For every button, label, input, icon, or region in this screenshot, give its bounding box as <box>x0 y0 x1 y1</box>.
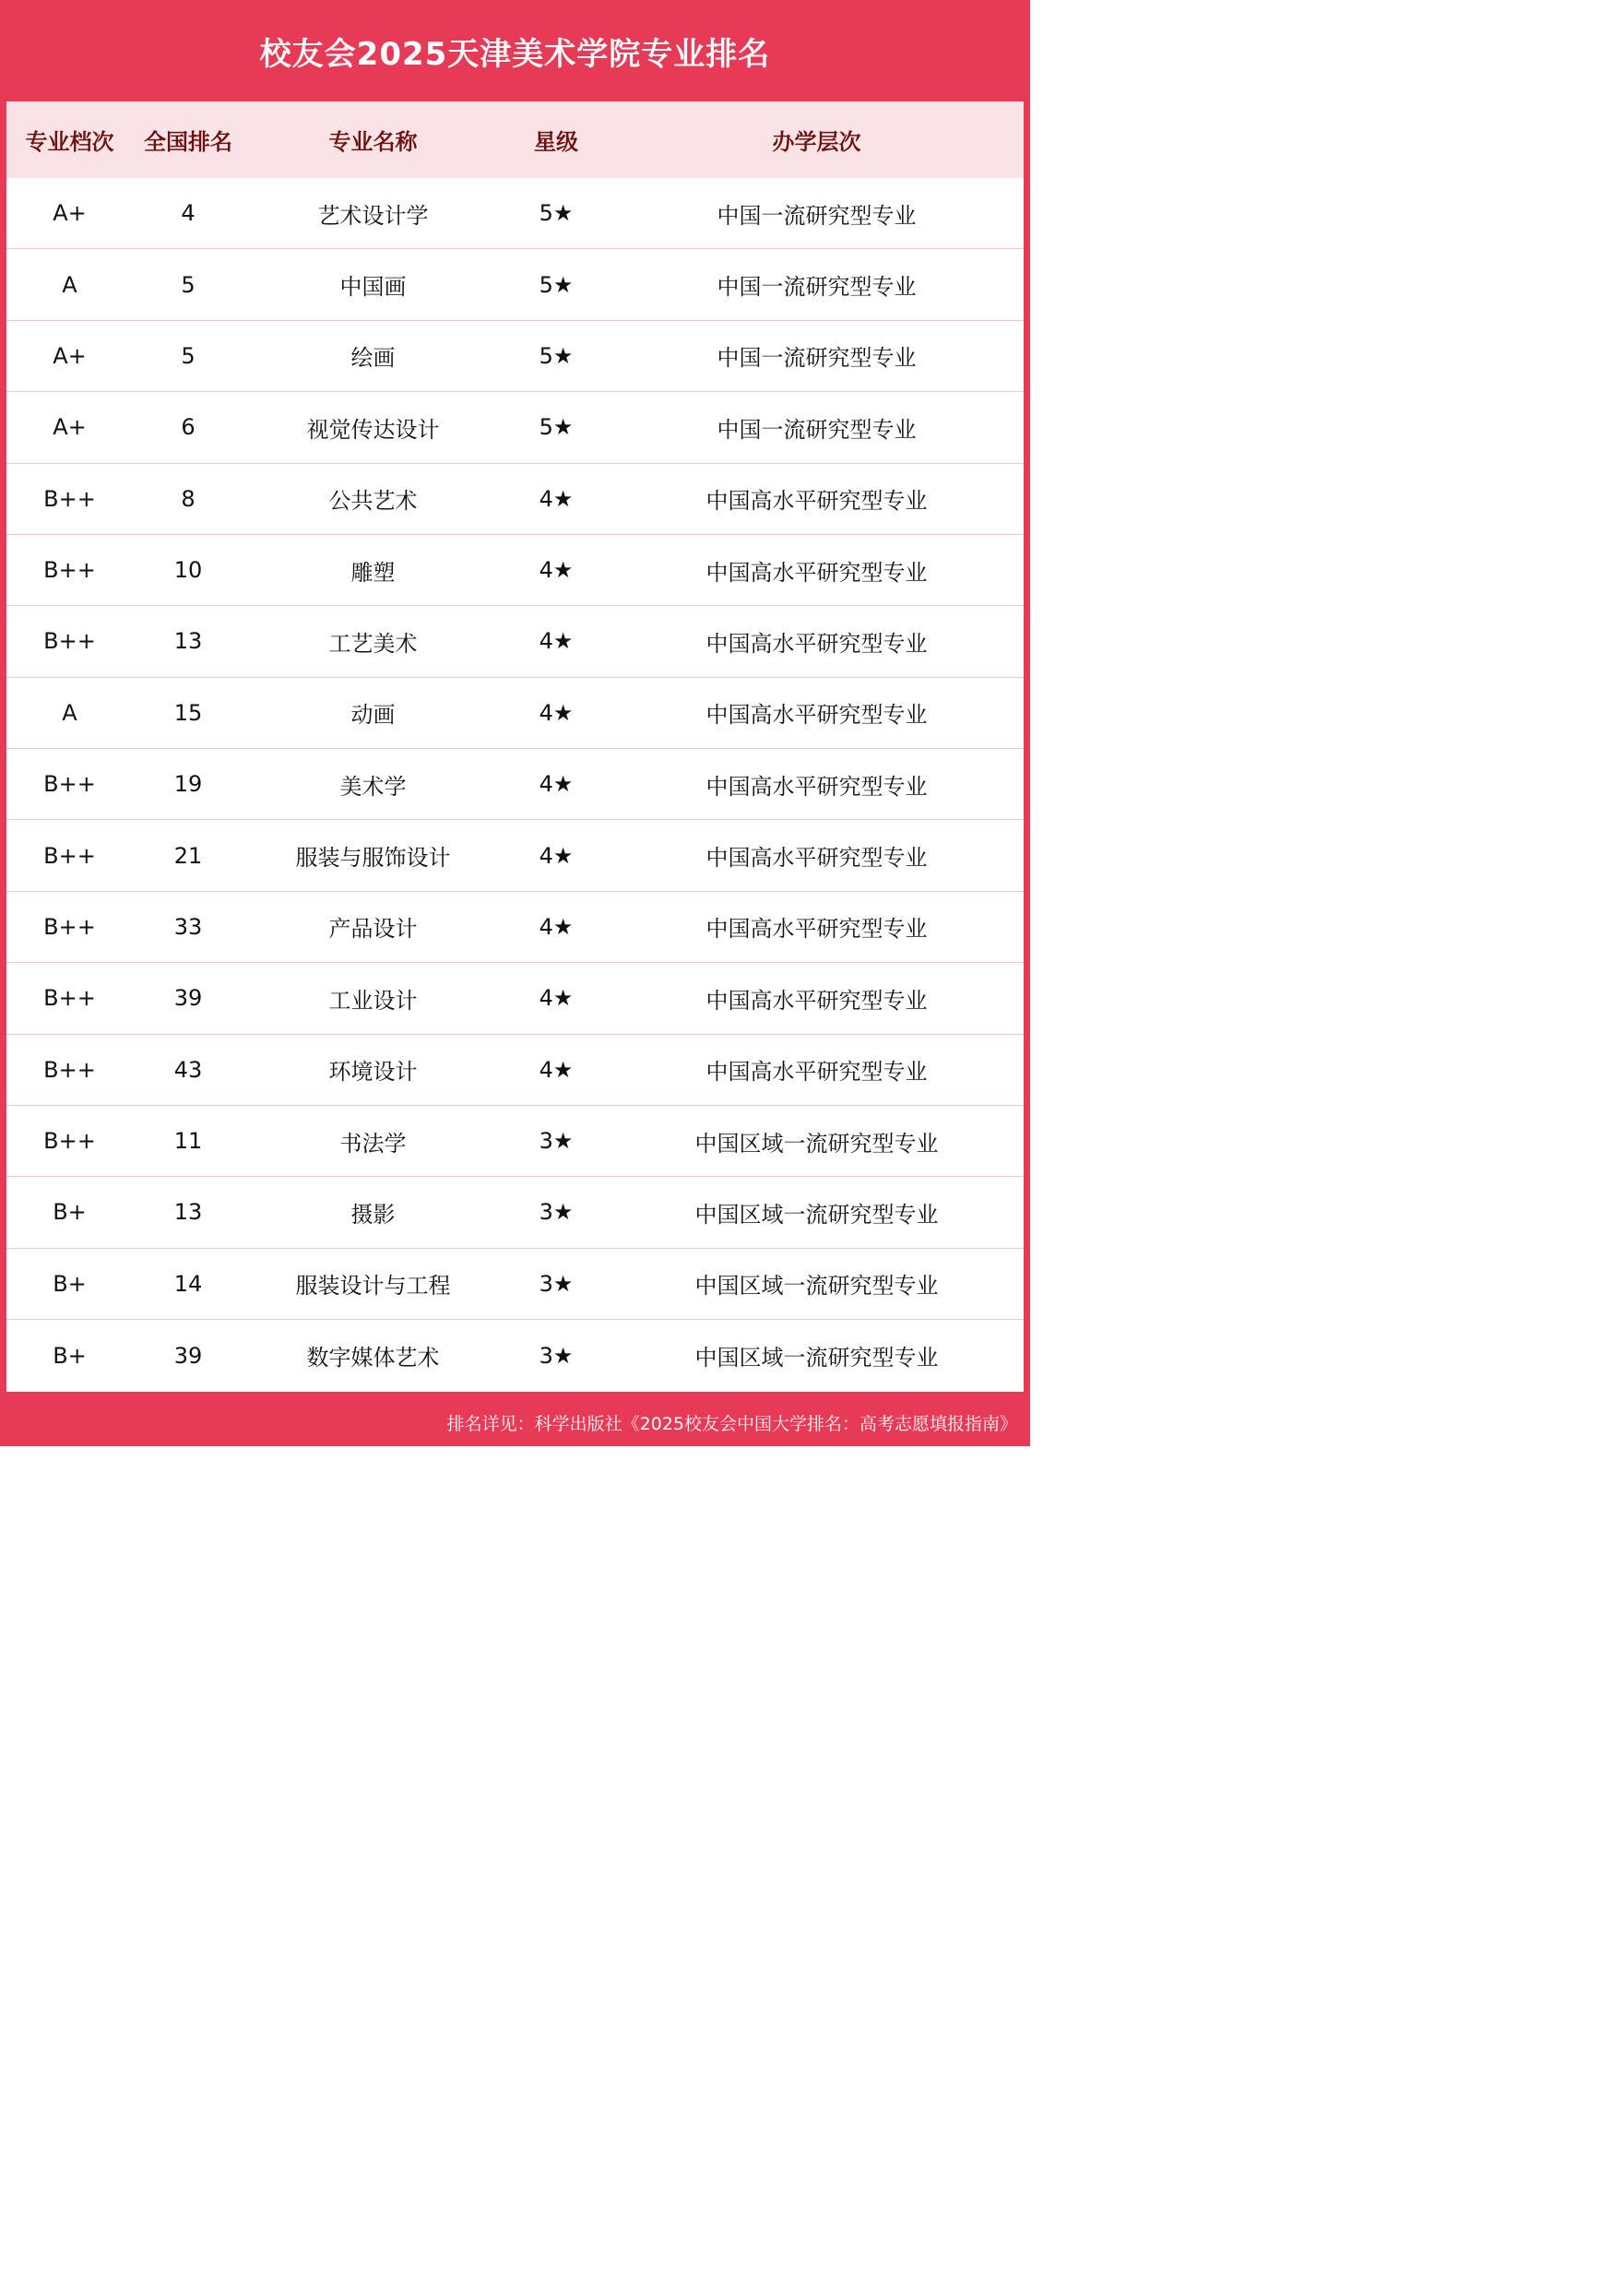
cell-grade: B++ <box>43 628 96 655</box>
cell-grade: B+ <box>53 1342 87 1369</box>
cell-level: 中国区域一流研究型专业 <box>694 1130 939 1157</box>
table-header-row <box>6 101 1024 178</box>
header-level: 办学层次 <box>772 129 861 155</box>
table-row <box>6 535 1024 606</box>
cell-level: 中国高水平研究型专业 <box>705 630 928 657</box>
table-row <box>6 1177 1024 1248</box>
cell-stars: 4★ <box>539 628 574 655</box>
cell-rank: 39 <box>173 985 203 1012</box>
cell-major: 服装与服饰设计 <box>295 845 451 872</box>
cell-stars: 3★ <box>539 1128 574 1155</box>
cell-rank: 5 <box>181 271 196 298</box>
header-stars: 星级 <box>534 129 578 155</box>
cell-major: 艺术设计学 <box>317 202 429 229</box>
cell-stars: 4★ <box>539 842 574 869</box>
cell-stars: 5★ <box>539 414 574 441</box>
cell-stars: 4★ <box>539 985 574 1012</box>
cell-grade: B++ <box>43 913 96 940</box>
cell-major: 美术学 <box>339 773 407 800</box>
cell-rank: 15 <box>173 699 203 726</box>
table-row <box>6 1320 1024 1391</box>
cell-level: 中国高水平研究型专业 <box>705 559 928 586</box>
cell-grade: B++ <box>43 842 96 869</box>
ranking-card <box>0 0 1030 1446</box>
cell-major: 公共艺术 <box>328 488 418 515</box>
table-row <box>6 749 1024 820</box>
cell-level: 中国一流研究型专业 <box>717 416 917 443</box>
cell-rank: 6 <box>181 414 196 441</box>
cell-rank: 39 <box>173 1342 203 1369</box>
cell-rank: 11 <box>173 1128 203 1155</box>
table-row <box>6 678 1024 749</box>
cell-grade: B++ <box>43 1128 96 1155</box>
cell-level: 中国一流研究型专业 <box>717 274 917 301</box>
table-row <box>6 1106 1024 1177</box>
source-note: 排名详见：科学出版社《2025校友会中国大学排名：高考志愿填报指南》 <box>446 1414 1017 1434</box>
cell-major: 产品设计 <box>328 916 418 943</box>
cell-stars: 4★ <box>539 1056 574 1083</box>
table-row <box>6 464 1024 535</box>
cell-rank: 21 <box>173 842 203 869</box>
cell-grade: A+ <box>53 200 87 227</box>
cell-stars: 3★ <box>539 1199 574 1226</box>
table-row <box>6 606 1024 677</box>
cell-stars: 3★ <box>539 1270 574 1297</box>
table-row <box>6 1249 1024 1320</box>
table-body <box>6 178 1024 1391</box>
cell-rank: 19 <box>173 771 203 798</box>
cell-rank: 14 <box>173 1270 203 1297</box>
table-row <box>6 820 1024 891</box>
table-row <box>6 321 1024 392</box>
cell-level: 中国高水平研究型专业 <box>705 987 928 1014</box>
cell-rank: 5 <box>181 342 196 369</box>
cell-stars: 5★ <box>539 200 574 227</box>
header-rank: 全国排名 <box>144 129 232 155</box>
cell-grade: B+ <box>53 1270 87 1297</box>
cell-major: 书法学 <box>339 1130 407 1157</box>
cell-level: 中国高水平研究型专业 <box>705 488 928 515</box>
cell-level: 中国区域一流研究型专业 <box>694 1273 939 1300</box>
cell-stars: 3★ <box>539 1342 574 1369</box>
cell-level: 中国高水平研究型专业 <box>705 1059 928 1086</box>
cell-major: 中国画 <box>339 274 407 301</box>
header-grade: 专业档次 <box>25 129 114 155</box>
cell-level: 中国高水平研究型专业 <box>705 702 928 729</box>
table-row <box>6 1035 1024 1106</box>
cell-level: 中国高水平研究型专业 <box>705 845 928 872</box>
title-bar <box>0 0 1030 101</box>
header-major: 专业名称 <box>328 129 418 155</box>
cell-stars: 5★ <box>539 342 574 369</box>
table-row <box>6 892 1024 963</box>
cell-rank: 33 <box>173 913 203 940</box>
cell-rank: 43 <box>173 1056 203 1083</box>
cell-stars: 5★ <box>539 271 574 298</box>
page-title: 校友会2025天津美术学院专业排名 <box>259 35 771 73</box>
cell-major: 工艺美术 <box>328 630 418 657</box>
cell-rank: 13 <box>173 628 203 655</box>
cell-stars: 4★ <box>539 485 574 512</box>
cell-major: 摄影 <box>350 1201 396 1228</box>
cell-level: 中国区域一流研究型专业 <box>694 1201 939 1228</box>
cell-grade: A+ <box>53 342 87 369</box>
cell-major: 数字媒体艺术 <box>306 1345 440 1372</box>
cell-major: 动画 <box>350 702 396 729</box>
cell-grade: A+ <box>53 414 87 441</box>
cell-major: 环境设计 <box>328 1059 418 1086</box>
cell-level: 中国高水平研究型专业 <box>705 916 928 943</box>
cell-grade: B+ <box>53 1199 87 1226</box>
cell-grade: A <box>62 699 77 726</box>
cell-major: 工业设计 <box>328 987 418 1014</box>
cell-major: 雕塑 <box>350 559 396 586</box>
cell-stars: 4★ <box>539 913 574 940</box>
cell-stars: 4★ <box>539 699 574 726</box>
table-row <box>6 249 1024 320</box>
cell-rank: 4 <box>181 200 196 227</box>
table-row <box>6 963 1024 1034</box>
cell-grade: B++ <box>43 1056 96 1083</box>
cell-rank: 8 <box>181 485 196 512</box>
cell-level: 中国一流研究型专业 <box>717 202 917 229</box>
cell-major: 绘画 <box>350 345 396 372</box>
cell-stars: 4★ <box>539 771 574 798</box>
cell-level: 中国区域一流研究型专业 <box>694 1345 939 1372</box>
cell-stars: 4★ <box>539 557 574 584</box>
ranking-table <box>6 101 1024 1392</box>
cell-major: 视觉传达设计 <box>306 416 440 443</box>
table-row <box>6 392 1024 463</box>
cell-grade: B++ <box>43 485 96 512</box>
cell-grade: B++ <box>43 985 96 1012</box>
cell-grade: A <box>62 271 77 298</box>
cell-rank: 10 <box>173 557 203 584</box>
cell-grade: B++ <box>43 771 96 798</box>
cell-grade: B++ <box>43 557 96 584</box>
cell-rank: 13 <box>173 1199 203 1226</box>
cell-level: 中国一流研究型专业 <box>717 345 917 372</box>
table-row <box>6 178 1024 249</box>
cell-major: 服装设计与工程 <box>295 1273 451 1300</box>
cell-level: 中国高水平研究型专业 <box>705 773 928 800</box>
